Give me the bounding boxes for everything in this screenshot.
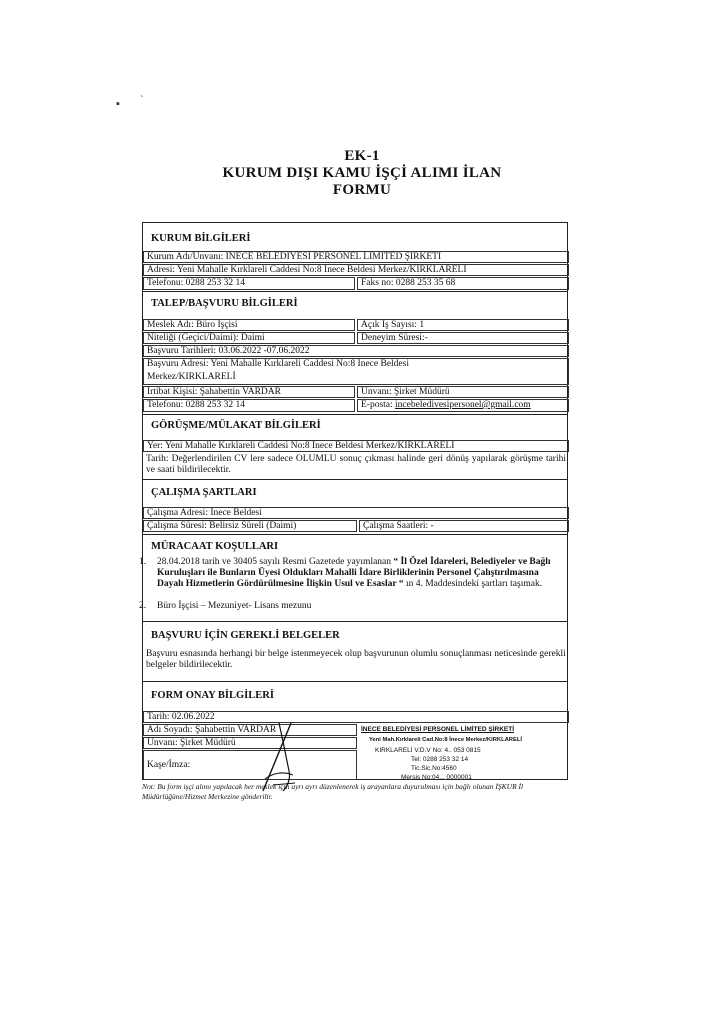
calisma-suresi: Çalışma Süresi: Belirsiz Süreli (Daimi): [143, 520, 357, 532]
item1-plain: 28.04.2018 tarih ve 30405 sayılı Resmi Gazetede yayımlanan: [157, 557, 392, 567]
meslek-adi: Meslek Adı: Büro İşçisi: [143, 319, 355, 331]
kurum-adres: Adresi: Yeni Mahalle Kırklareli Caddesi No:8 İnece Beldesi Merkez/KIRKLARELİ: [143, 264, 569, 276]
section-heading-talep: TALEP/BAŞVURU BİLGİLERİ: [151, 298, 298, 309]
eposta-label: E-posta:: [361, 400, 396, 410]
item1-tail: ın 4. Maddesindeki şartları taşımak.: [405, 579, 543, 589]
stamp-line-2: Yeni Mah.Kırklareli Cad.No:8 İnece Merkez/KIRKLARELİ: [369, 737, 523, 743]
gorusme-yer: Yer: Yeni Mahalle Kırklareli Caddesi No:8 İnece Beldesi Merkez/KIRKLARELİ: [143, 440, 569, 452]
item-number: 2.: [139, 601, 147, 611]
onay-adi-soyadi: Adı Soyadı: Şahabettin VARDAR: [143, 724, 357, 736]
onay-tarih: Tarih: 02.06.2022: [143, 711, 569, 723]
page-title-line2: FORMU: [332, 182, 392, 198]
stamp-line-3: KIRKLARELİ V.D.V No: 4.. 053 0815: [375, 747, 481, 754]
form-table: [139, 222, 568, 781]
section-heading-gorusme: GÖRÜŞME/MÜLAKAT BİLGİLERİ: [151, 420, 321, 431]
item2-text: Büro İşçisi – Mezuniyet- Lisans mezunu: [157, 601, 312, 611]
kurum-adi: Kurum Adı/Unvanı: İNECE BELEDİYESİ PERSONEL LİMİTED ŞİRKETİ: [143, 251, 569, 263]
section-divider: [143, 479, 567, 480]
stamp-line-4: Tel: 0288 253 32 14: [411, 756, 469, 763]
section-heading-muracaat: MÜRACAAT KOŞULLARI: [151, 541, 279, 552]
eposta-link[interactable]: incebeledivesipersonel@gmail.com: [395, 400, 531, 410]
footer-note: Not: Bu form işçi alımı yapılacak her meslek için ayrı ayrı düzenlenerek iş arayanlara duyurulması için bağlı olunan İŞKUR İl Müdürlüğüne/Hizmet Merkezine gönderilir.: [142, 782, 524, 801]
muracaat-item-1: [139, 557, 565, 590]
niteligi: Niteliği (Geçici/Daimi): Daimi: [143, 332, 355, 344]
basvuru-adresi-line1: Başvuru Adresi: Yeni Mahalle Kırklareli Caddesi No:8 İnece Beldesi: [147, 359, 409, 369]
basvuru-adresi: [143, 358, 569, 385]
irtibat-kisisi: İrtibat Kişisi: Şahabettin VARDAR: [143, 386, 355, 398]
page-title: KURUM DIŞI KAMU İŞÇİ ALIMI İLAN: [222, 165, 502, 181]
gorusme-tarih: Tarih: Değerlendirilen CV lere sadece OLUMLU sonuç çıkması halinde geri dönüş yapılarak görüşme tarihi ve saati bildirilecektir.: [146, 454, 566, 475]
basvuru-adresi-line2: Merkez/KIRKLARELİ: [147, 372, 236, 382]
onay-kase-imza: Kaşe/İmza:: [143, 750, 357, 780]
section-heading-kurum: KURUM BİLGİLERİ: [151, 233, 251, 244]
item1-bold: “ İl Özel İdareleri, Belediyeler ve Bağlı Kuruluşları ile Bunların Üyesi Oldukları Mahalli İdare Birliklerinin Personel Çalıştırılmasına Dayalı Hizmetlerin Gördürülmesine İlişkin Usul ve Esaslar “: [157, 557, 551, 589]
kurum-faks: Faks no: 0288 253 35 68: [357, 277, 569, 290]
section-heading-belgeler: BAŞVURU İÇİN GEREKLİ BELGELER: [151, 630, 340, 641]
section-divider: [143, 681, 567, 682]
item-number: 1.: [139, 557, 147, 567]
section-heading-calisma: ÇALIŞMA ŞARTLARI: [151, 487, 257, 498]
ek-label: EK-1: [344, 148, 380, 164]
section-divider: [143, 534, 567, 535]
acik-is-sayisi: Açık İş Sayısı: 1: [357, 319, 569, 331]
section-heading-onay: FORM ONAY BİLGİLERİ: [151, 690, 274, 701]
scan-speck: ▪: [116, 98, 120, 110]
stamp-line-5: Tic.Sic.No:4560: [411, 765, 457, 772]
section-divider: [143, 621, 567, 622]
belgeler-text: Başvuru esnasında herhangi bir belge istenmeyecek olup başvurunun olumlu sonuçlanması neticesinde gerekli belgeler bildirilecektir.: [146, 649, 566, 670]
onay-unvan: Unvanı: Şirket Müdürü: [143, 737, 357, 749]
calisma-saatleri: Çalışma Saatleri: -: [359, 520, 569, 532]
section-divider: [143, 414, 567, 415]
basvuru-tarihleri: Başvuru Tarihleri: 03.06.2022 -07.06.2022: [143, 345, 569, 357]
eposta-cell: [357, 399, 569, 412]
kurum-telefon: Telefonu: 0288 253 32 14: [143, 277, 355, 290]
stamp-line-1: İNECE BELEDİYESİ PERSONEL LİMİTED ŞİRKETİ: [361, 726, 515, 733]
section-divider: [143, 291, 567, 292]
scan-speck: ˋ: [140, 94, 144, 106]
deneyim-suresi: Deneyim Süresi:-: [357, 332, 569, 344]
unvan: Unvanı: Şirket Müdürü: [357, 386, 569, 398]
muracaat-item-2: [139, 601, 565, 612]
calisma-adresi: Çalışma Adresi: İnece Beldesi: [143, 507, 569, 519]
stamp-line-6: Mersis No:04... 0000001: [401, 774, 472, 781]
talep-telefon: Telefonu: 0288 253 32 14: [143, 399, 355, 412]
